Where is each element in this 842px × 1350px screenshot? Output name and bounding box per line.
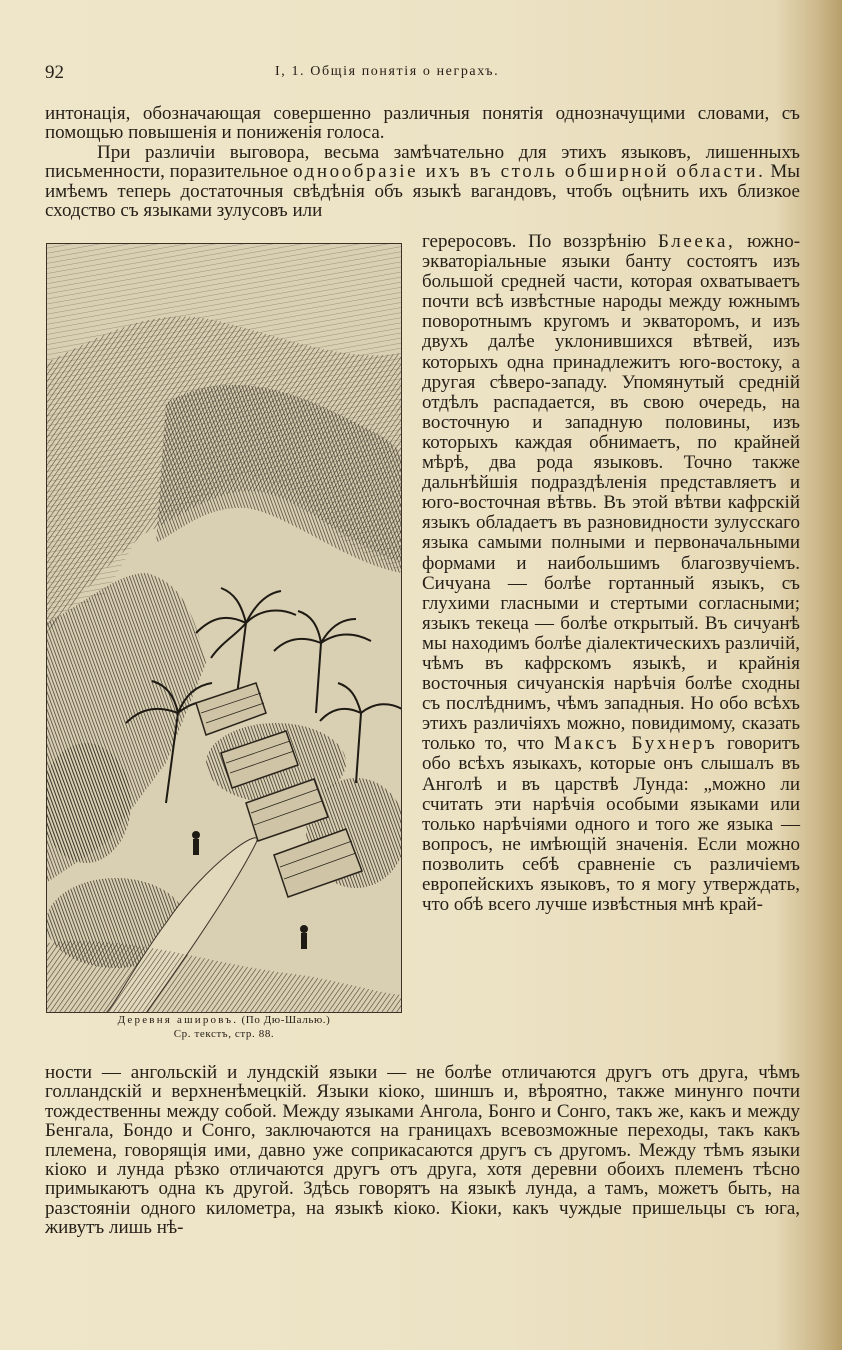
emphasis-text: однообразіе ихъ въ столь обширной области. bbox=[293, 161, 766, 183]
caption-reference: Ср. текстъ, стр. 88. bbox=[173, 1028, 275, 1040]
side-part-3: говоритъ обо всѣхъ языкахъ, которые онъ слышалъ въ Анголѣ и въ царствѣ Лунда: „можно ли считать эти нарѣчія особыми языками или только нарѣчіями одного и того же языка — вопросъ, не имѣющій значенія. Если можно позволить себѣ сравненіе съ различіемъ европейскихъ языковъ, то я могу утверждать, что обѣ всего лучше извѣстныя мнѣ край- bbox=[422, 733, 800, 916]
running-title: I, 1. Общія понятія о неграхъ. bbox=[275, 64, 500, 79]
figure-caption bbox=[46, 1013, 402, 1041]
side-column-text bbox=[422, 232, 800, 915]
caption-line-1 bbox=[46, 1013, 402, 1027]
paragraph-two bbox=[45, 143, 800, 221]
side-part-2: южно-экваторіальные языки банту состоятъ изъ большой средней части, которая охватываетъ почти всѣ извѣстные народы между южнымъ поворотнымъ кругомъ и экваторомъ, и изъ двухъ далѣе уклонившихся вѣтвей, изъ которыхъ одна принадлежитъ юго-востоку, а другая сѣверо-западу. Упомянутый средній отдѣлъ распадается, въ свою очередь, на восточную и западную половины, изъ которыхъ каждая обнимаетъ, по крайней мѣрѣ, два рода языковъ. Точно также дальнѣйшія подраздѣленія представляетъ и юго-восточная вѣтвь. Въ этой вѣтви кафрскій языкъ обладаетъ въ разновидности зулусскаго языка самыми полными и первоначальными формами и наибольшимъ благозвучіемъ. Сичуана — болѣе гортанный языкъ, съ глухими гласными и стертыми согласными; языкъ текеца — болѣе открытый. Въ сичуанѣ мы находимъ болѣе діалектическихъ различій, чѣмъ въ кафрскомъ языкѣ, и крайнія восточныя сичуанскія нарѣчія болѣе сходны съ послѣднимъ, чѣмъ западныя. Но обо всѣхъ этихъ различіяхъ можно, повидимому, сказать только то, что bbox=[422, 231, 801, 755]
paragraph-three: ности — ангольскій и лундскій языки — не болѣе отличаются другъ отъ друга, чѣмъ голландскій и верхненѣмецкій. Языки кіоко, шиншъ и, вѣроятно, также минунго почти тождественны между собой. Между языками Ангола, Бонго и Сонго, такъ же, какъ и между Бенгала, Бондо и Сонго, заключаются на границахъ всевозможные переходы, такъ какъ племена, говорящія ими, давно уже соприкасаются другъ съ другомъ. Между тѣмъ языки кіоко и лунда рѣзко отличаются другъ отъ друга, хотя деревни обоихъ племенъ тѣсно примыкаютъ одна къ другой. Здѣсь говорятъ на языкѣ лунда, а тамъ, можетъ быть, на разстояніи одного километра, на языкѣ кіоко. Кіоки, какъ чуждые пришельцы съ юга, живутъ лишь нѣ- bbox=[45, 1062, 800, 1239]
top-text-block bbox=[45, 104, 800, 220]
page-number: 92 bbox=[45, 62, 64, 83]
author-name-bleek: Блеека, bbox=[658, 231, 736, 252]
author-name-buchner: Максъ Бухнеръ bbox=[553, 733, 718, 755]
caption-title: Деревня ашировъ. bbox=[117, 1014, 239, 1026]
paragraph-continuation: интонація, обозначающая совершенно различныя понятія однозначущими словами, съ помощью повышенія и пониженія голоса. bbox=[45, 103, 800, 144]
paragraph-two-part-2: Мы имѣемъ теперь достаточныя свѣдѣнія объ языкѣ вагандовъ, чтобъ оцѣнить ихъ близкое сходство съ языками зулусовъ или bbox=[45, 161, 800, 222]
paragraph-two-part-1: При различіи выговора, весьма замѣчательно для этихъ языковъ, лишенныхъ письменности, поразительное bbox=[45, 141, 800, 183]
page-header bbox=[45, 62, 800, 88]
village-illustration-figure bbox=[46, 243, 402, 1040]
caption-source: (По Дю-Шалью.) bbox=[241, 1014, 331, 1026]
village-engraving bbox=[46, 243, 402, 1013]
side-part-1: гереросовъ. По воззрѣнію bbox=[422, 231, 647, 252]
bottom-text-block bbox=[45, 1063, 800, 1238]
